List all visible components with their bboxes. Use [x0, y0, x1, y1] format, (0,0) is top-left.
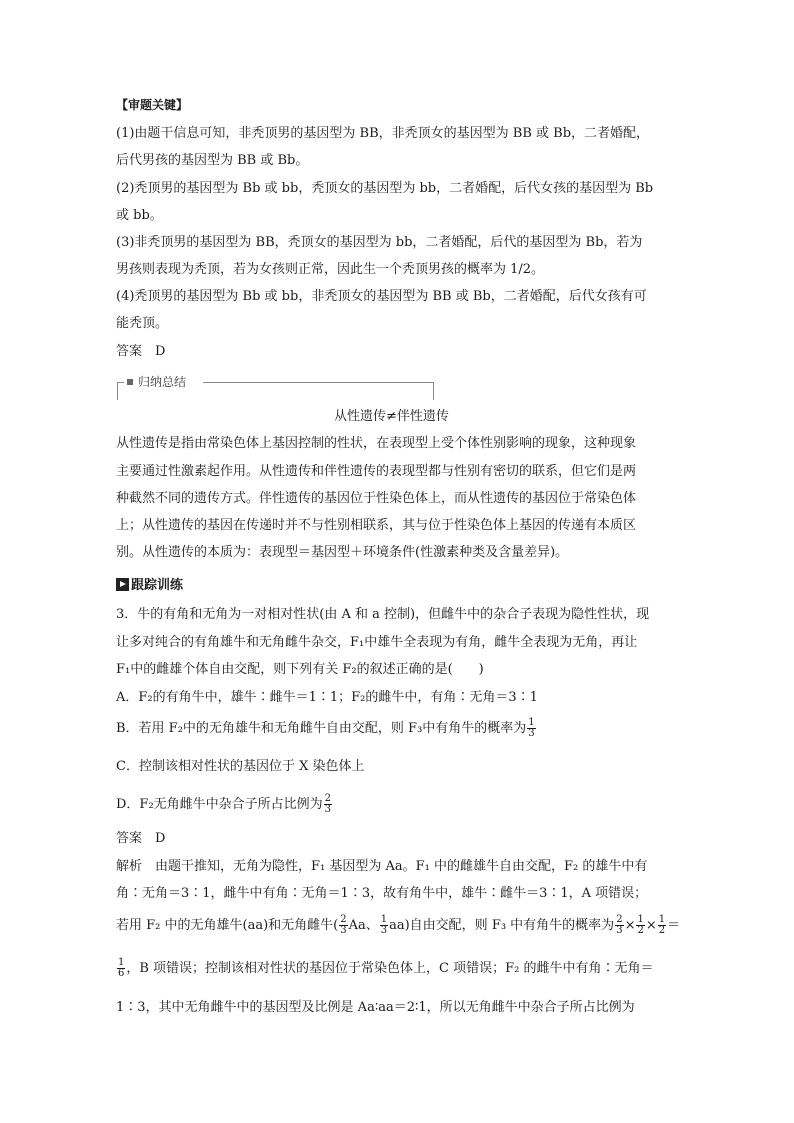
- explanation-text: ，B 项错误；控制该相对性状的基因位于常染色体上，C 项错误；F₂ 的雌牛中有角∶无角＝: [126, 961, 654, 976]
- summary-line: 别。从性遗传的本质为：表现型＝基因型＋环境条件(性激素种类及含量差异)。: [116, 545, 569, 560]
- summary-box-header: [117, 374, 434, 400]
- training-heading: [116, 577, 183, 594]
- paragraph-line: 男孩则表现为秃顶，若为女孩则正常，因此生一个秃顶男孩的概率为 1/2。: [116, 262, 545, 277]
- question-line: F₁中的雌雄个体自由交配，则下列有关 F₂的叙述正确的是( ): [116, 662, 484, 677]
- explanation-line: 若用 F₂ 中的无角雄牛(aa)和无角雌牛( $\frac{2}{3}$ Aa、 $\frac{1}{3}$ aa)自由交配，则 F₃ 中有角牛的概率为 $\frac{2}{3}$ × $\frac{1}{2}$ × $\frac{1}{2}$ ＝: [116, 914, 681, 936]
- question-line: 3．牛的有角和无角为一对相对性状(由 A 和 a 控制)，但雌牛中的杂合子表现为隐性性状，现: [116, 607, 650, 622]
- explanation-line: [116, 958, 654, 979]
- option-b: [116, 718, 537, 739]
- option-b-text: B．若用 F₂中的无角雄牛和无角雌牛自由交配，则 F₃中有角牛的概率为: [116, 721, 527, 736]
- explanation-line: 角∶无角＝3∶1，雌牛中有角∶无角＝1∶3，故有角牛中，雄牛∶雌牛＝3∶1，A 项错误；: [116, 886, 648, 901]
- summary-line: 主要通过性激素起作用。从性遗传和伴性遗传的表现型都与性别有密切的联系，但它们是两: [116, 464, 637, 479]
- answer-line: 答案 D: [116, 344, 166, 359]
- paragraph-line: (3)非秃顶男的基因型为 BB，秃顶女的基因型为 bb，二者婚配，后代的基因型为 Bb，若为: [116, 235, 643, 250]
- play-triangle-icon: [116, 578, 129, 591]
- option-d: [116, 794, 333, 815]
- fraction: $\frac{1}{3}$: [380, 914, 388, 936]
- explanation-text: 若用 F₂ 中的无角雄牛(aa)和无角雌牛(: [116, 918, 339, 933]
- option-d-text: D．F₂无角雌牛中杂合子所占比例为: [116, 797, 323, 812]
- summary-line: 上；从性遗传的基因在传递时并不与性别相联系，其与位于性染色体上基因的传递有本质区: [116, 518, 637, 533]
- fraction: $\frac{1}{2}$: [658, 914, 666, 936]
- summary-title: 从性遗传≠伴性遗传: [334, 409, 449, 424]
- paragraph-line: 能秃顶。: [116, 316, 169, 331]
- paragraph-line: (4)秃顶男的基因型为 Bb 或 bb，非秃顶女的基因型为 BB 或 Bb，二者婚配，后代女孩有可: [116, 289, 647, 304]
- summary-line: 种截然不同的遗传方式。伴性遗传的基因位于性染色体上，而从性遗传的基因位于常染色体: [116, 491, 637, 506]
- training-heading-label: 跟踪训练: [131, 578, 184, 593]
- option-c: C．控制该相对性状的基因位于 X 染色体上: [116, 759, 365, 774]
- paragraph-line: 后代男孩的基因型为 BB 或 Bb。: [116, 153, 309, 168]
- answer-line: 答案 D: [116, 831, 166, 846]
- paragraph-line: (1)由题干信息可知，非秃顶男的基因型为 BB，非秃顶女的基因型为 BB 或 Bb，二者婚配，: [116, 126, 650, 141]
- explanation-line: 1∶3，其中无角雌牛中的基因型及比例是 Aa∶aa＝2∶1，所以无角雌牛中杂合子所占比例为: [116, 1000, 635, 1015]
- fraction: $\frac{1}{6}$: [118, 957, 125, 979]
- paragraph-line: 或 bb。: [116, 208, 163, 223]
- section-heading: 【审题关键】: [116, 98, 189, 112]
- fraction: $\frac{1}{2}$: [637, 914, 644, 936]
- fraction: $\frac{1}{3}$: [528, 717, 535, 739]
- square-bullet-icon: [127, 379, 133, 385]
- summary-label: 归纳总结: [138, 375, 187, 389]
- option-a: A．F₂的有角牛中，雄牛∶雌牛＝1∶1；F₂的雌牛中，有角∶无角＝3∶1: [116, 690, 538, 705]
- explanation-text: Aa、: [348, 918, 379, 933]
- summary-line: 从性遗传是指由常染色体上基因控制的性状，在表现型上受个体性别影响的现象，这种现象: [116, 436, 637, 451]
- explanation-line: 解析 由题干推知，无角为隐性，F₁ 基因型为 Aa。F₁ 中的雌雄牛自由交配，F₂ 的雄牛中有: [116, 859, 648, 874]
- fraction: $\frac{2}{3}$: [616, 914, 623, 936]
- fraction: $\frac{2}{3}$: [324, 793, 332, 815]
- fraction: $\frac{2}{3}$: [340, 914, 347, 936]
- paragraph-line: (2)秃顶男的基因型为 Bb 或 bb，秃顶女的基因型为 bb，二者婚配，后代女孩的基因型为 Bb: [116, 181, 654, 196]
- question-line: 让多对纯合的有角雄牛和无角雌牛杂交，F₁中雄牛全表现为有角，雌牛全表现为无角，再让: [116, 635, 638, 650]
- explanation-text: aa)自由交配，则 F₃ 中有角牛的概率为: [389, 918, 615, 933]
